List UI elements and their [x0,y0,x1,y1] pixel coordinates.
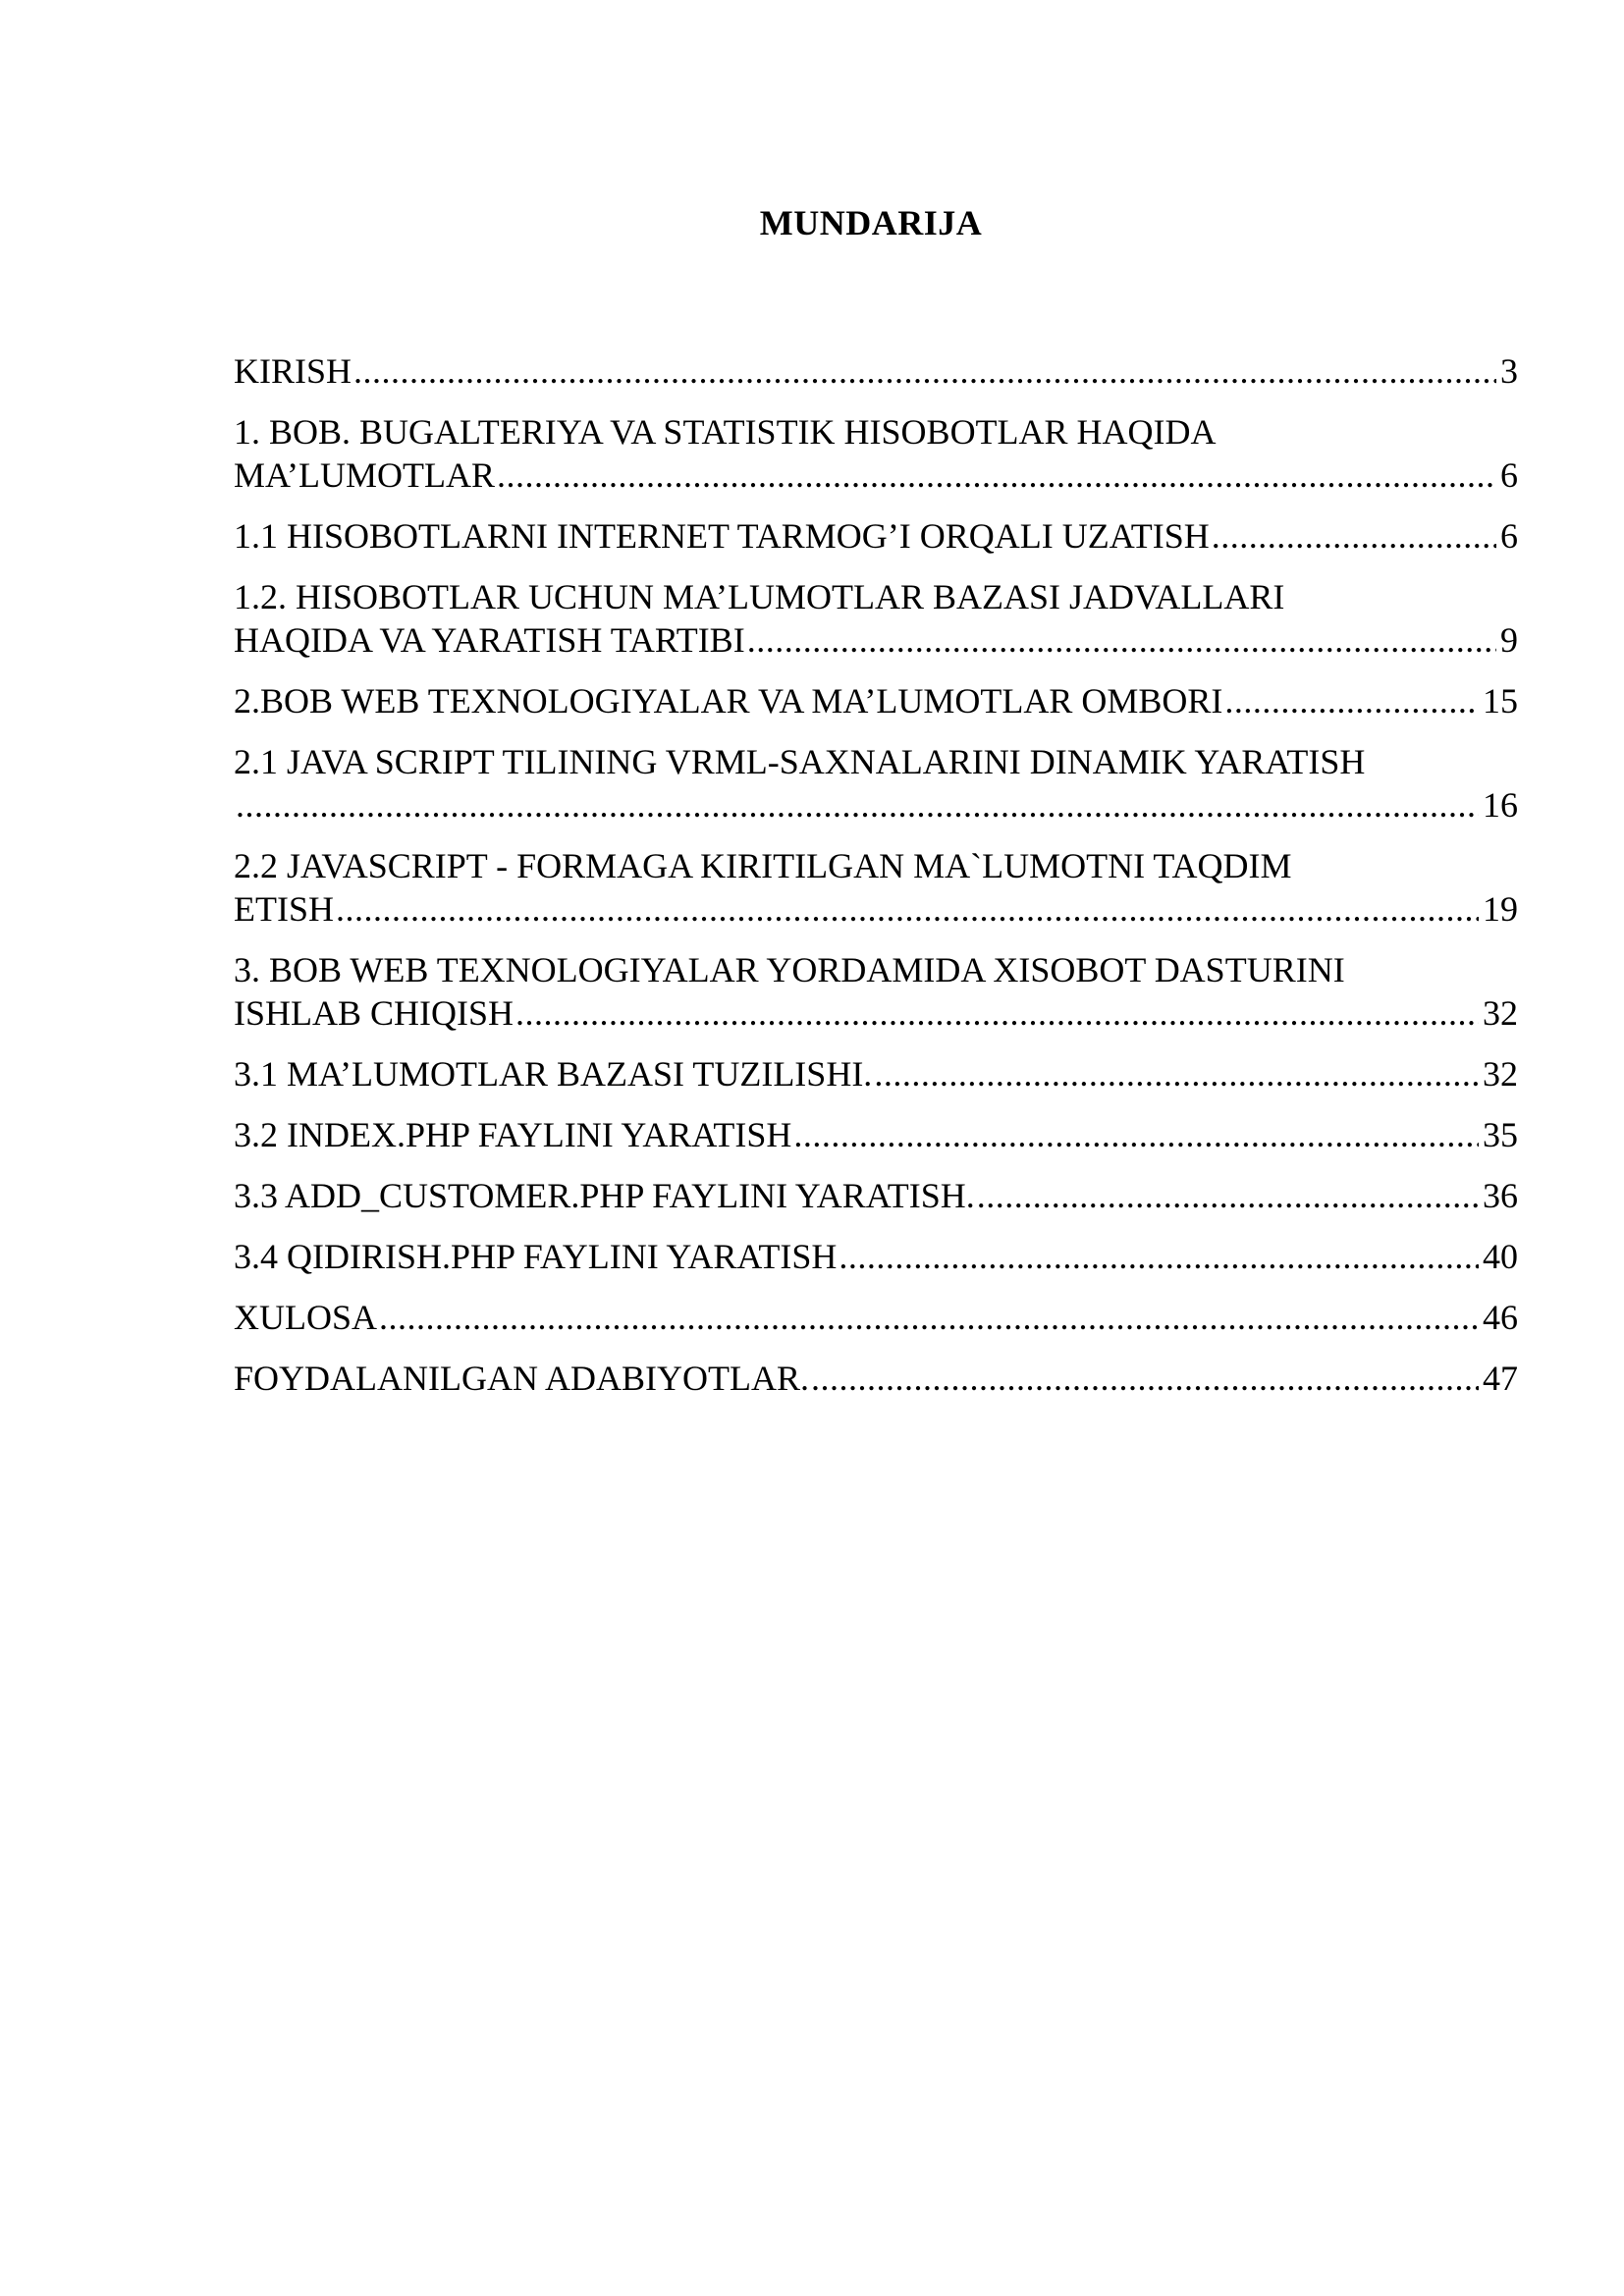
toc-entry-leader-line [234,1113,1518,1156]
toc-entry-title-line: 3. BOB WEB TEXNOLOGIYALAR YORDAMIDA XISOBOT DASTURINI [234,950,1345,989]
toc-entry[interactable] [234,410,1518,497]
toc-entry[interactable] [234,349,1518,393]
toc-entry-title-line: 1. BOB. BUGALTERIYA VA STATISTIK HISOBOTLAR HAQIDA [234,412,1217,452]
toc-page-number: 9 [1500,620,1518,660]
toc-entry-title: MA’LUMOTLAR [234,455,495,495]
toc-entry-title-line: 2.1 JAVA SCRIPT TILINING VRML-SAXNALARINI DINAMIK YARATISH [234,742,1366,781]
dot-leader [811,1357,1479,1400]
toc-entry-leader-line [234,349,1518,393]
toc-entry[interactable] [234,1052,1518,1095]
toc-entry[interactable] [234,1296,1518,1339]
page-title: MUNDARIJA [759,203,983,242]
dot-leader [379,1296,1479,1339]
toc-entry-title: FOYDALANILGAN ADABIYOTLAR. [234,1359,809,1398]
toc-page-number: 6 [1500,455,1518,495]
toc-page-number: 32 [1483,1054,1518,1094]
toc-entry[interactable] [234,948,1518,1035]
dot-leader [839,1235,1479,1278]
table-of-contents [234,349,1518,1417]
toc-entry-title: 3.3 ADD_CUSTOMER.PHP FAYLINI YARATISH. [234,1176,975,1215]
dot-leader [1224,679,1479,722]
toc-entry-leader-line [234,783,1518,827]
toc-page-number: 46 [1483,1298,1518,1337]
toc-entry[interactable] [234,740,1518,827]
toc-page-number: 6 [1500,516,1518,556]
dot-leader [236,783,1479,827]
toc-entry-leader-line [234,618,1518,662]
dot-leader [353,349,1496,393]
dot-leader [977,1174,1479,1217]
toc-entry-title: XULOSA [234,1298,378,1337]
toc-entry[interactable] [234,679,1518,722]
toc-page-number: 47 [1483,1359,1518,1398]
toc-page-number: 16 [1483,785,1518,825]
toc-page-number: 32 [1483,993,1518,1033]
toc-page-number: 3 [1500,351,1518,391]
toc-entry[interactable] [234,1235,1518,1278]
toc-entry-leader-line [234,887,1518,931]
toc-entry[interactable] [234,844,1518,931]
toc-entry-leader-line [234,1052,1518,1095]
toc-page-number: 36 [1483,1176,1518,1215]
toc-entry-leader-line [234,1235,1518,1278]
dot-leader [515,991,1479,1035]
toc-entry-title: ISHLAB CHIQISH [234,993,514,1033]
dot-leader [1212,514,1496,558]
toc-entry-leader-line [234,991,1518,1035]
toc-entry-title: 1.1 HISOBOTLARNI INTERNET TARMOG’I ORQALI UZATISH [234,516,1210,556]
toc-page-number: 35 [1483,1115,1518,1154]
toc-page-number: 15 [1483,681,1518,721]
toc-entry-title: KIRISH [234,351,352,391]
dot-leader [336,887,1479,931]
toc-page-number: 40 [1483,1237,1518,1276]
toc-entry-leader-line [234,679,1518,722]
toc-entry-title: 3.4 QIDIRISH.PHP FAYLINI YARATISH [234,1237,838,1276]
toc-entry[interactable] [234,1174,1518,1217]
dot-leader [497,454,1496,497]
toc-entry[interactable] [234,575,1518,662]
toc-entry-title: HAQIDA VA YARATISH TARTIBI [234,620,745,660]
toc-entry-leader-line [234,1174,1518,1217]
toc-entry-leader-line [234,454,1518,497]
toc-entry-leader-line [234,514,1518,558]
toc-entry-title-line: 1.2. HISOBOTLAR UCHUN MA’LUMOTLAR BAZASI JADVALLARI [234,577,1285,616]
toc-entry[interactable] [234,1113,1518,1156]
toc-page-number: 19 [1483,889,1518,929]
toc-entry[interactable] [234,514,1518,558]
toc-entry[interactable] [234,1357,1518,1400]
toc-entry-title: 3.1 MA’LUMOTLAR BAZASI TUZILISHI. [234,1054,873,1094]
dot-leader [793,1113,1479,1156]
toc-entry-title: 2.BOB WEB TEXNOLOGIYALAR VA MA’LUMOTLAR OMBORI [234,681,1223,721]
dot-leader [874,1052,1479,1095]
toc-entry-title: ETISH [234,889,334,929]
toc-entry-title: 3.2 INDEX.PHP FAYLINI YARATISH [234,1115,792,1154]
dot-leader [747,618,1496,662]
toc-entry-leader-line [234,1296,1518,1339]
toc-entry-leader-line [234,1357,1518,1400]
toc-entry-title-line: 2.2 JAVASCRIPT - FORMAGA KIRITILGAN MA`LUMOTNI TAQDIM [234,846,1292,885]
